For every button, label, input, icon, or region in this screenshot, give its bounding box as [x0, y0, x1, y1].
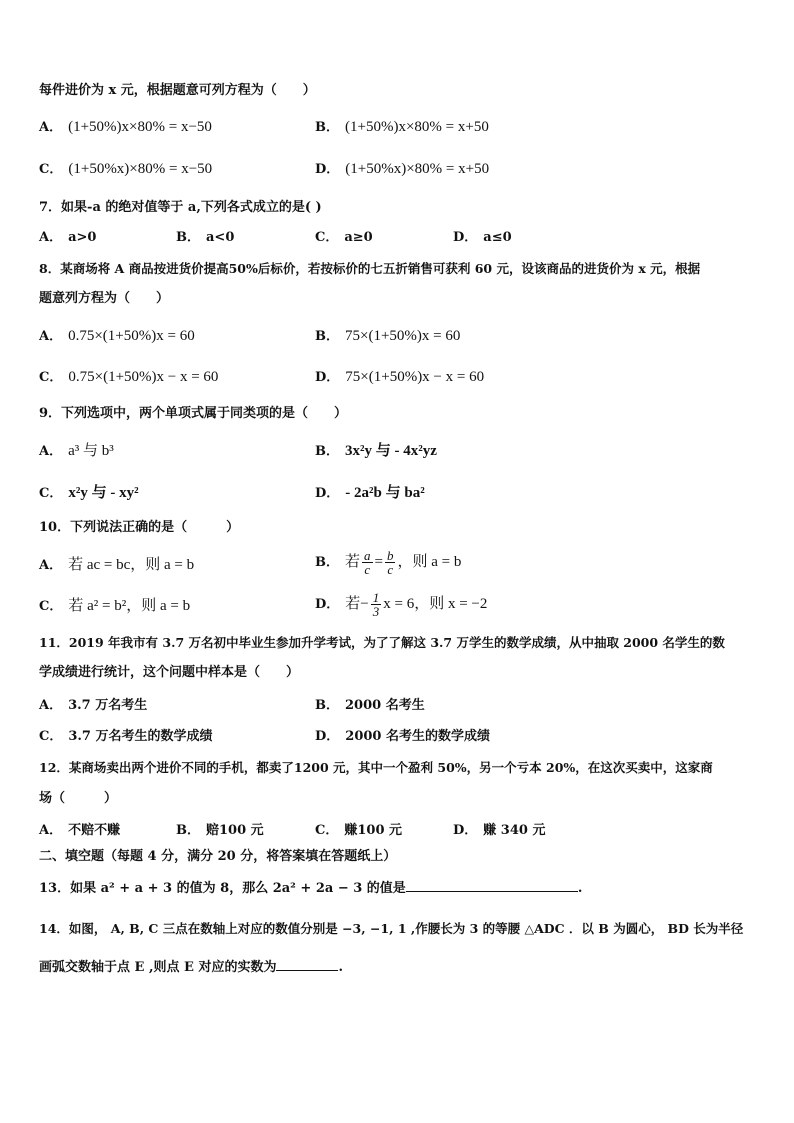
option-label: B．: [315, 120, 339, 135]
q7-option-b: [176, 229, 234, 247]
q11-option-a-text: 3.7 万名考生: [68, 698, 148, 713]
q8-option-a: [39, 327, 195, 346]
q14-stem-line1: 14．如图， A, B, C 三点在数轴上对应的数值分别是 −3, −1, 1 ,作腰长为 3 的等腰 △ADC ．以 B 为圆心， BD 长为半径: [39, 921, 744, 936]
q12-option-b-text: 赔100 元: [206, 823, 264, 838]
q7-option-a: [39, 229, 96, 247]
q9-stem: 9．下列选项中，两个单项式属于同类项的是（ ）: [39, 406, 348, 421]
option-label: B．: [176, 230, 200, 245]
q10-option-d: [315, 591, 487, 618]
q8-option-d-text: 75×(1+50%)x − x = 60: [345, 369, 485, 385]
q8-option-c-text: 0.75×(1+50%)x − x = 60: [68, 369, 219, 385]
q13: [39, 879, 582, 898]
option-label: A．: [39, 329, 63, 344]
q8-stem-line1: 8．某商场将 A 商品按进货价提高50%后标价，若按标价的七五折销售可获利 60 元，设该商品的进货价为 x 元，根据: [39, 261, 701, 276]
q7-option-d: [453, 229, 512, 247]
q6-option-a: [39, 118, 212, 137]
q6-stem-tail: 每件进价为 x 元，根据题意可列方程为（ ）: [39, 83, 316, 98]
q6-option-c: [39, 160, 212, 179]
q11-option-a: [39, 697, 147, 715]
q11-stem-line2: 学成绩进行统计，这个问题中样本是（ ）: [39, 665, 300, 680]
q11-option-b-text: 2000 名考生: [345, 698, 425, 713]
option-label: D．: [453, 823, 478, 838]
q10-option-a: [39, 556, 194, 575]
q10-option-b-fraction-2: [385, 549, 396, 576]
q9-option-d-text: - 2a²b 与 ba²: [345, 485, 425, 501]
q8-option-d: [315, 368, 484, 387]
q10-option-a-text: 若 ac = bc，则 a = b: [68, 557, 195, 573]
q7-option-b-text: a<0: [206, 230, 235, 245]
q14-period: .: [338, 960, 343, 975]
q6-option-c-text: (1+50%x)×80% = x−50: [68, 161, 213, 177]
option-label: A．: [39, 698, 63, 713]
option-label: C．: [315, 230, 339, 245]
q6-option-d: [315, 160, 489, 179]
q9-option-d: [315, 484, 425, 503]
option-label: B．: [315, 555, 339, 570]
option-label: D．: [315, 486, 340, 501]
q8-option-b-text: 75×(1+50%)x = 60: [345, 328, 461, 344]
fraction-numerator: 1: [372, 590, 380, 605]
q10-option-c-text: 若 a² = b²，则 a = b: [68, 598, 191, 614]
option-label: B．: [315, 329, 339, 344]
option-label: A．: [39, 444, 63, 459]
q9-option-c: [39, 484, 139, 503]
option-label: D．: [315, 597, 340, 612]
q12-option-d: [453, 822, 545, 840]
q11-option-c-text: 3.7 万名考生的数学成绩: [68, 729, 213, 744]
option-label: C．: [39, 486, 63, 501]
q14-stem-line2: [39, 958, 343, 977]
q10-option-d-fraction: [371, 591, 382, 618]
option-label: C．: [315, 823, 339, 838]
q10-option-b-suffix: ，则 a = b: [397, 554, 462, 570]
q11-option-c: [39, 728, 213, 746]
section-heading-fill-in: 二、填空题（每题 4 分，满分 20 分，将答案填在答题纸上）: [39, 849, 397, 864]
fraction-denominator: 3: [372, 604, 380, 619]
option-label: D．: [453, 230, 478, 245]
q10-option-b-fraction-1: [362, 549, 373, 576]
q12-option-c-text: 赚100 元: [344, 823, 403, 838]
q10-option-b-equals: =: [374, 554, 383, 570]
q6-option-b-text: (1+50%)x×80% = x+50: [345, 119, 489, 135]
q12-stem-line2: 场（ ）: [39, 791, 118, 806]
q10-option-b-prefix: 若: [345, 554, 361, 570]
q10-stem: 10．下列说法正确的是（ ）: [39, 520, 240, 535]
q14-stem-line2-text: 画弧交数轴于点 E ,则点 E 对应的实数为: [39, 960, 277, 975]
q7-option-a-text: a>0: [68, 230, 97, 245]
fraction-numerator: b: [386, 548, 394, 563]
option-label: D．: [315, 370, 340, 385]
option-label: C．: [39, 162, 63, 177]
q7-stem: 7．如果-a 的绝对值等于 a,下列各式成立的是( ): [39, 200, 322, 215]
option-label: B．: [176, 823, 200, 838]
q11-option-d-text: 2000 名考生的数学成绩: [345, 729, 490, 744]
q7-option-d-text: a≤0: [483, 230, 512, 245]
q6-option-d-text: (1+50%x)×80% = x+50: [345, 161, 490, 177]
option-label: D．: [315, 162, 340, 177]
q7-option-c-text: a≥0: [344, 230, 373, 245]
option-label: C．: [39, 729, 63, 744]
q10-option-d-suffix: x = 6，则 x = −2: [383, 596, 488, 612]
q13-stem: 13．如果 a² + a + 3 的值为 8，那么 2a² + 2a − 3 的值是: [39, 881, 406, 896]
q13-period: .: [577, 881, 583, 896]
option-label: D．: [315, 729, 340, 744]
q10-option-d-prefix: 若−: [345, 596, 369, 612]
fraction-numerator: a: [364, 548, 371, 563]
option-label: A．: [39, 230, 63, 245]
q9-option-c-text: x²y 与 - xy²: [68, 485, 139, 501]
q13-answer-blank[interactable]: [406, 879, 578, 892]
q10-option-c: [39, 597, 190, 616]
q8-option-c: [39, 368, 218, 387]
q11-option-d: [315, 728, 490, 746]
q12-option-a: [39, 822, 120, 840]
q9-option-a: [39, 442, 114, 461]
q9-option-b: [315, 442, 437, 461]
option-label: A．: [39, 558, 63, 573]
option-label: C．: [39, 370, 63, 385]
q12-option-c: [315, 822, 402, 840]
q10-option-b: [315, 549, 461, 576]
fraction-denominator: c: [387, 562, 394, 577]
q12-option-a-text: 不赔不赚: [68, 823, 121, 838]
q12-option-d-text: 赚 340 元: [483, 823, 546, 838]
option-label: B．: [315, 698, 339, 713]
q9-option-a-text: a³ 与 b³: [68, 443, 114, 459]
option-label: C．: [39, 599, 63, 614]
q8-option-b: [315, 327, 460, 346]
q14-answer-blank[interactable]: [276, 958, 338, 971]
q12-stem-line1: 12．某商场卖出两个进价不同的手机，都卖了1200 元，其中一个盈利 50%，另一个亏本 20%，在这次买卖中，这家商: [39, 760, 713, 775]
q6-option-b: [315, 118, 489, 137]
q8-stem-line2: 题意列方程为（ ）: [39, 291, 170, 306]
q11-option-b: [315, 697, 425, 715]
option-label: A．: [39, 120, 63, 135]
q6-option-a-text: (1+50%)x×80% = x−50: [68, 119, 212, 135]
q8-option-a-text: 0.75×(1+50%)x = 60: [68, 328, 195, 344]
q7-option-c: [315, 229, 373, 247]
q11-stem-line1: 11．2019 年我市有 3.7 万名初中毕业生参加升学考试，为了了解这 3.7 万学生的数学成绩，从中抽取 2000 名学生的数: [39, 635, 725, 650]
q12-option-b: [176, 822, 264, 840]
fraction-denominator: c: [364, 562, 371, 577]
option-label: A．: [39, 823, 63, 838]
q9-option-b-text: 3x²y 与 - 4x²yz: [345, 443, 437, 459]
option-label: B．: [315, 444, 339, 459]
